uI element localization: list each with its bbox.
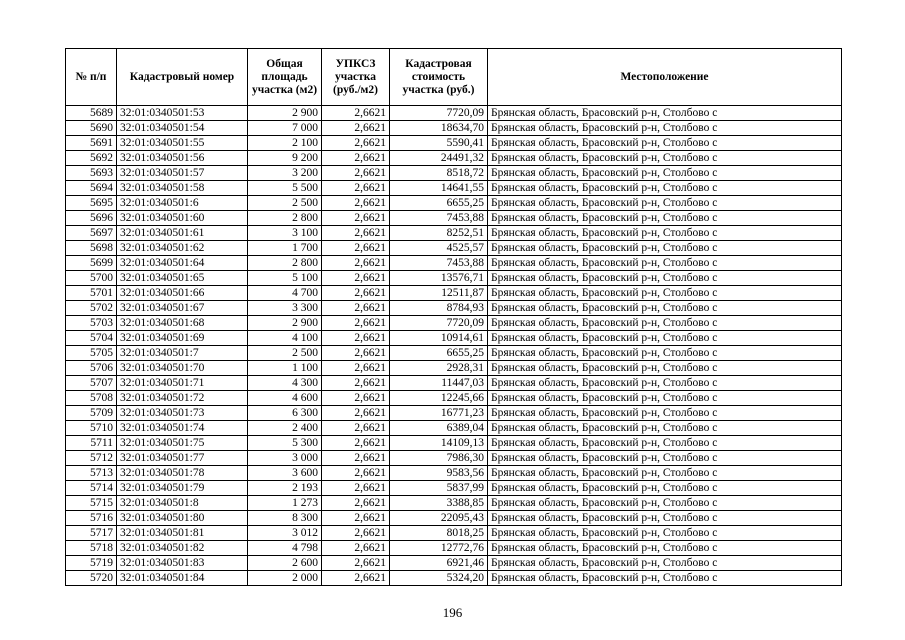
- cell-location: Брянская область, Брасовский р-н, Столбово с: [488, 271, 842, 286]
- cell-num: 5703: [66, 316, 117, 331]
- cell-num: 5698: [66, 241, 117, 256]
- cell-cadastral-number: 32:01:0340501:56: [117, 151, 248, 166]
- cell-cadastral-number: 32:01:0340501:66: [117, 286, 248, 301]
- cell-location: Брянская область, Брасовский р-н, Столбово с: [488, 211, 842, 226]
- cell-cadastral-number: 32:01:0340501:78: [117, 466, 248, 481]
- header-upksz: УПКСЗ участка (руб./м2): [322, 49, 390, 106]
- cell-cadastral-value: 8518,72: [390, 166, 488, 181]
- cell-num: 5719: [66, 556, 117, 571]
- cell-location: Брянская область, Брасовский р-н, Столбово с: [488, 406, 842, 421]
- cell-upksz: 2,6621: [322, 406, 390, 421]
- table-row: [66, 556, 842, 571]
- cell-cadastral-number: 32:01:0340501:53: [117, 106, 248, 121]
- cell-cadastral-number: 32:01:0340501:84: [117, 571, 248, 586]
- cell-upksz: 2,6621: [322, 451, 390, 466]
- cell-cadastral-value: 3388,85: [390, 496, 488, 511]
- cell-cadastral-value: 24491,32: [390, 151, 488, 166]
- cell-upksz: 2,6621: [322, 511, 390, 526]
- cell-cadastral-value: 5837,99: [390, 481, 488, 496]
- cell-upksz: 2,6621: [322, 151, 390, 166]
- cell-area: 3 600: [248, 466, 322, 481]
- cell-area: 4 600: [248, 391, 322, 406]
- cell-area: 5 100: [248, 271, 322, 286]
- cell-num: 5706: [66, 361, 117, 376]
- cell-upksz: 2,6621: [322, 571, 390, 586]
- table-row: [66, 481, 842, 496]
- cell-num: 5712: [66, 451, 117, 466]
- cell-num: 5694: [66, 181, 117, 196]
- table-body: [66, 106, 842, 586]
- cell-cadastral-number: 32:01:0340501:64: [117, 256, 248, 271]
- cell-upksz: 2,6621: [322, 256, 390, 271]
- table-row: [66, 571, 842, 586]
- cell-num: 5710: [66, 421, 117, 436]
- table-row: [66, 211, 842, 226]
- cell-upksz: 2,6621: [322, 106, 390, 121]
- cell-upksz: 2,6621: [322, 541, 390, 556]
- cell-cadastral-number: 32:01:0340501:60: [117, 211, 248, 226]
- table-row: [66, 451, 842, 466]
- cell-cadastral-number: 32:01:0340501:73: [117, 406, 248, 421]
- header-cadastral-number: Кадастровый номер: [117, 49, 248, 106]
- table-row: [66, 301, 842, 316]
- cell-num: 5689: [66, 106, 117, 121]
- cell-cadastral-value: 6655,25: [390, 196, 488, 211]
- cell-location: Брянская область, Брасовский р-н, Столбово с: [488, 331, 842, 346]
- cell-num: 5709: [66, 406, 117, 421]
- cell-upksz: 2,6621: [322, 241, 390, 256]
- cell-location: Брянская область, Брасовский р-н, Столбово с: [488, 421, 842, 436]
- cell-cadastral-value: 22095,43: [390, 511, 488, 526]
- table-row: [66, 136, 842, 151]
- cell-area: 2 400: [248, 421, 322, 436]
- cell-area: 2 500: [248, 346, 322, 361]
- cell-cadastral-number: 32:01:0340501:83: [117, 556, 248, 571]
- cell-cadastral-number: 32:01:0340501:77: [117, 451, 248, 466]
- cell-cadastral-value: 12511,87: [390, 286, 488, 301]
- cell-location: Брянская область, Брасовский р-н, Столбово с: [488, 121, 842, 136]
- cell-cadastral-number: 32:01:0340501:81: [117, 526, 248, 541]
- cell-location: Брянская область, Брасовский р-н, Столбово с: [488, 541, 842, 556]
- cell-num: 5708: [66, 391, 117, 406]
- cell-cadastral-number: 32:01:0340501:54: [117, 121, 248, 136]
- cell-area: 1 100: [248, 361, 322, 376]
- table-row: [66, 196, 842, 211]
- table-row: [66, 406, 842, 421]
- cell-upksz: 2,6621: [322, 136, 390, 151]
- cell-upksz: 2,6621: [322, 211, 390, 226]
- table-row: [66, 181, 842, 196]
- page-number: 196: [442, 605, 463, 620]
- cell-area: 3 200: [248, 166, 322, 181]
- cell-upksz: 2,6621: [322, 271, 390, 286]
- cell-location: Брянская область, Брасовский р-н, Столбово с: [488, 496, 842, 511]
- cell-location: Брянская область, Брасовский р-н, Столбово с: [488, 166, 842, 181]
- cell-cadastral-value: 14109,13: [390, 436, 488, 451]
- table-row: [66, 436, 842, 451]
- cell-cadastral-number: 32:01:0340501:74: [117, 421, 248, 436]
- table-row: [66, 391, 842, 406]
- cell-num: 5700: [66, 271, 117, 286]
- cell-location: Брянская область, Брасовский р-н, Столбово с: [488, 481, 842, 496]
- cell-area: 2 000: [248, 571, 322, 586]
- table-row: [66, 106, 842, 121]
- cell-location: Брянская область, Брасовский р-н, Столбово с: [488, 256, 842, 271]
- cell-cadastral-value: 7720,09: [390, 316, 488, 331]
- table-row: [66, 511, 842, 526]
- cell-cadastral-value: 7453,88: [390, 256, 488, 271]
- cell-cadastral-number: 32:01:0340501:61: [117, 226, 248, 241]
- cell-cadastral-number: 32:01:0340501:75: [117, 436, 248, 451]
- table-row: [66, 166, 842, 181]
- cell-upksz: 2,6621: [322, 286, 390, 301]
- cell-cadastral-value: 4525,57: [390, 241, 488, 256]
- cell-area: 3 100: [248, 226, 322, 241]
- cell-cadastral-value: 6655,25: [390, 346, 488, 361]
- cell-num: 5690: [66, 121, 117, 136]
- cell-cadastral-number: 32:01:0340501:79: [117, 481, 248, 496]
- cell-cadastral-value: 6389,04: [390, 421, 488, 436]
- cell-area: 5 500: [248, 181, 322, 196]
- table-header: [66, 49, 842, 106]
- cell-cadastral-value: 8252,51: [390, 226, 488, 241]
- table-row: [66, 226, 842, 241]
- cell-upksz: 2,6621: [322, 376, 390, 391]
- cell-location: Брянская область, Брасовский р-н, Столбово с: [488, 316, 842, 331]
- cell-upksz: 2,6621: [322, 196, 390, 211]
- cell-cadastral-value: 6921,46: [390, 556, 488, 571]
- cell-cadastral-number: 32:01:0340501:6: [117, 196, 248, 211]
- cell-area: 2 900: [248, 106, 322, 121]
- cell-num: 5714: [66, 481, 117, 496]
- cell-area: 2 100: [248, 136, 322, 151]
- cell-upksz: 2,6621: [322, 166, 390, 181]
- cell-cadastral-number: 32:01:0340501:67: [117, 301, 248, 316]
- cell-num: 5717: [66, 526, 117, 541]
- cell-upksz: 2,6621: [322, 316, 390, 331]
- cell-location: Брянская область, Брасовский р-н, Столбово с: [488, 301, 842, 316]
- cell-upksz: 2,6621: [322, 526, 390, 541]
- cell-location: Брянская область, Брасовский р-н, Столбово с: [488, 181, 842, 196]
- cell-location: Брянская область, Брасовский р-н, Столбово с: [488, 196, 842, 211]
- cell-cadastral-number: 32:01:0340501:72: [117, 391, 248, 406]
- cell-cadastral-value: 2928,31: [390, 361, 488, 376]
- table-row: [66, 376, 842, 391]
- cell-cadastral-number: 32:01:0340501:71: [117, 376, 248, 391]
- cell-area: 4 700: [248, 286, 322, 301]
- cell-cadastral-value: 8018,25: [390, 526, 488, 541]
- cell-location: Брянская область, Брасовский р-н, Столбово с: [488, 226, 842, 241]
- cell-area: 4 798: [248, 541, 322, 556]
- cell-location: Брянская область, Брасовский р-н, Столбово с: [488, 436, 842, 451]
- table-row: [66, 316, 842, 331]
- cell-cadastral-number: 32:01:0340501:82: [117, 541, 248, 556]
- cell-cadastral-value: 7986,30: [390, 451, 488, 466]
- cell-upksz: 2,6621: [322, 301, 390, 316]
- cell-area: 3 000: [248, 451, 322, 466]
- cell-cadastral-value: 5324,20: [390, 571, 488, 586]
- cell-cadastral-number: 32:01:0340501:62: [117, 241, 248, 256]
- cell-cadastral-number: 32:01:0340501:55: [117, 136, 248, 151]
- cell-cadastral-value: 8784,93: [390, 301, 488, 316]
- cell-upksz: 2,6621: [322, 481, 390, 496]
- cell-num: 5716: [66, 511, 117, 526]
- cell-upksz: 2,6621: [322, 346, 390, 361]
- cell-num: 5705: [66, 346, 117, 361]
- cell-location: Брянская область, Брасовский р-н, Столбово с: [488, 241, 842, 256]
- cell-cadastral-number: 32:01:0340501:58: [117, 181, 248, 196]
- cell-cadastral-number: 32:01:0340501:7: [117, 346, 248, 361]
- cell-upksz: 2,6621: [322, 121, 390, 136]
- cell-upksz: 2,6621: [322, 181, 390, 196]
- cell-num: 5711: [66, 436, 117, 451]
- cell-location: Брянская область, Брасовский р-н, Столбово с: [488, 391, 842, 406]
- cell-num: 5691: [66, 136, 117, 151]
- cell-upksz: 2,6621: [322, 331, 390, 346]
- header-num: № п/п: [66, 49, 117, 106]
- cell-location: Брянская область, Брасовский р-н, Столбово с: [488, 151, 842, 166]
- cell-cadastral-value: 5590,41: [390, 136, 488, 151]
- cell-area: 3 300: [248, 301, 322, 316]
- cell-num: 5702: [66, 301, 117, 316]
- cell-area: 5 300: [248, 436, 322, 451]
- cell-cadastral-value: 7720,09: [390, 106, 488, 121]
- table-row: [66, 346, 842, 361]
- table-row: [66, 361, 842, 376]
- cell-location: Брянская область, Брасовский р-н, Столбово с: [488, 361, 842, 376]
- cell-upksz: 2,6621: [322, 391, 390, 406]
- table-row: [66, 121, 842, 136]
- cell-cadastral-value: 16771,23: [390, 406, 488, 421]
- cell-location: Брянская область, Брасовский р-н, Столбово с: [488, 286, 842, 301]
- header-area: Общая площадь участка (м2): [248, 49, 322, 106]
- cell-num: 5713: [66, 466, 117, 481]
- cell-area: 1 700: [248, 241, 322, 256]
- cell-cadastral-value: 11447,03: [390, 376, 488, 391]
- table-row: [66, 331, 842, 346]
- cell-num: 5695: [66, 196, 117, 211]
- table-row: [66, 151, 842, 166]
- cell-cadastral-value: 12772,76: [390, 541, 488, 556]
- cell-num: 5697: [66, 226, 117, 241]
- cell-location: Брянская область, Брасовский р-н, Столбово с: [488, 346, 842, 361]
- cell-num: 5699: [66, 256, 117, 271]
- cell-location: Брянская область, Брасовский р-н, Столбово с: [488, 106, 842, 121]
- table-row: [66, 421, 842, 436]
- cell-cadastral-number: 32:01:0340501:57: [117, 166, 248, 181]
- cell-upksz: 2,6621: [322, 466, 390, 481]
- cell-area: 7 000: [248, 121, 322, 136]
- cell-location: Брянская область, Брасовский р-н, Столбово с: [488, 466, 842, 481]
- cell-area: 9 200: [248, 151, 322, 166]
- cell-cadastral-value: 12245,66: [390, 391, 488, 406]
- cell-num: 5704: [66, 331, 117, 346]
- cell-area: 1 273: [248, 496, 322, 511]
- cell-area: 2 500: [248, 196, 322, 211]
- cell-cadastral-number: 32:01:0340501:8: [117, 496, 248, 511]
- table-row: [66, 286, 842, 301]
- cell-area: 4 300: [248, 376, 322, 391]
- cell-num: 5692: [66, 151, 117, 166]
- cell-num: 5701: [66, 286, 117, 301]
- cadastral-table: [65, 48, 842, 586]
- cell-cadastral-number: 32:01:0340501:80: [117, 511, 248, 526]
- table-row: [66, 256, 842, 271]
- cell-cadastral-value: 13576,71: [390, 271, 488, 286]
- cell-location: Брянская область, Брасовский р-н, Столбово с: [488, 136, 842, 151]
- table-row: [66, 496, 842, 511]
- cell-cadastral-value: 18634,70: [390, 121, 488, 136]
- cell-location: Брянская область, Брасовский р-н, Столбово с: [488, 556, 842, 571]
- cell-area: 8 300: [248, 511, 322, 526]
- cell-num: 5720: [66, 571, 117, 586]
- cell-area: 2 800: [248, 256, 322, 271]
- cell-cadastral-value: 14641,55: [390, 181, 488, 196]
- header-location: Местоположение: [488, 49, 842, 106]
- cell-cadastral-number: 32:01:0340501:68: [117, 316, 248, 331]
- cell-upksz: 2,6621: [322, 496, 390, 511]
- cell-cadastral-number: 32:01:0340501:69: [117, 331, 248, 346]
- cell-num: 5693: [66, 166, 117, 181]
- header-cadastral-value: Кадастровая стоимость участка (руб.): [390, 49, 488, 106]
- table-row: [66, 271, 842, 286]
- cell-upksz: 2,6621: [322, 421, 390, 436]
- cell-area: 2 900: [248, 316, 322, 331]
- cell-area: 4 100: [248, 331, 322, 346]
- table-row: [66, 241, 842, 256]
- header-row: [66, 49, 842, 106]
- cell-cadastral-value: 10914,61: [390, 331, 488, 346]
- cell-upksz: 2,6621: [322, 361, 390, 376]
- cell-location: Брянская область, Брасовский р-н, Столбово с: [488, 526, 842, 541]
- cell-location: Брянская область, Брасовский р-н, Столбово с: [488, 511, 842, 526]
- cell-num: 5715: [66, 496, 117, 511]
- cell-area: 2 600: [248, 556, 322, 571]
- cell-upksz: 2,6621: [322, 436, 390, 451]
- cell-area: 2 193: [248, 481, 322, 496]
- table-row: [66, 541, 842, 556]
- cell-num: 5707: [66, 376, 117, 391]
- cell-upksz: 2,6621: [322, 556, 390, 571]
- table-row: [66, 466, 842, 481]
- cell-cadastral-value: 9583,56: [390, 466, 488, 481]
- cell-upksz: 2,6621: [322, 226, 390, 241]
- cell-location: Брянская область, Брасовский р-н, Столбово с: [488, 451, 842, 466]
- cell-area: 6 300: [248, 406, 322, 421]
- cell-num: 5696: [66, 211, 117, 226]
- table-row: [66, 526, 842, 541]
- cell-cadastral-number: 32:01:0340501:70: [117, 361, 248, 376]
- cell-num: 5718: [66, 541, 117, 556]
- cell-cadastral-number: 32:01:0340501:65: [117, 271, 248, 286]
- cell-location: Брянская область, Брасовский р-н, Столбово с: [488, 571, 842, 586]
- cell-cadastral-value: 7453,88: [390, 211, 488, 226]
- cell-area: 3 012: [248, 526, 322, 541]
- cell-area: 2 800: [248, 211, 322, 226]
- cell-location: Брянская область, Брасовский р-н, Столбово с: [488, 376, 842, 391]
